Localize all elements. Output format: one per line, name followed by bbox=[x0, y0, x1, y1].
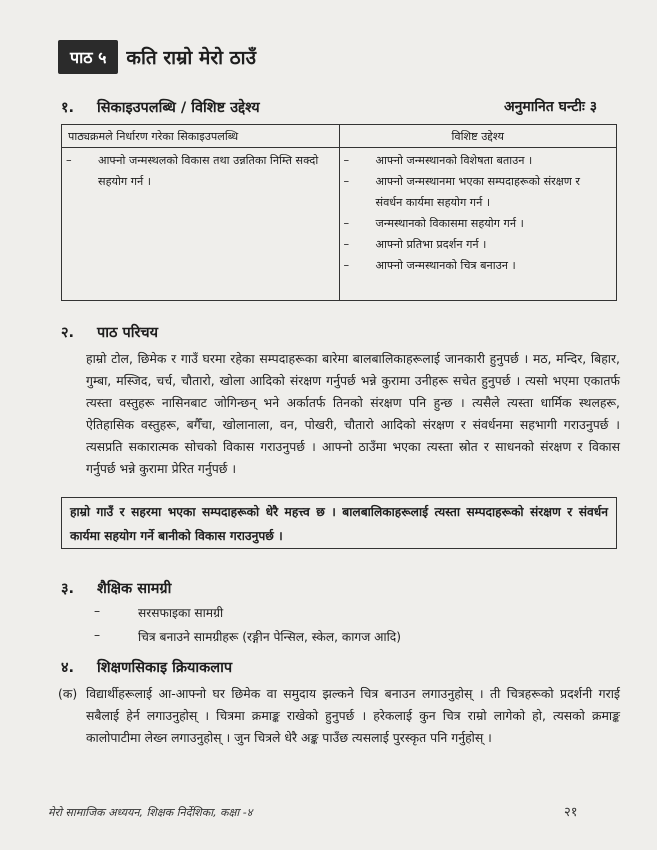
list-item bbox=[340, 213, 617, 234]
table-header-outcomes: पाठ्यक्रमले निर्धारण गरेका सिकाइउपलब्धि bbox=[62, 125, 340, 148]
section-title: शिक्षणसिकाइ क्रियाकलाप bbox=[97, 660, 233, 676]
dash-bullet: – bbox=[94, 628, 101, 642]
section-3-heading bbox=[61, 578, 171, 598]
dash-bullet: – bbox=[343, 154, 350, 167]
list-item bbox=[340, 255, 617, 276]
lesson-title bbox=[58, 40, 256, 74]
dash-bullet: – bbox=[343, 217, 350, 230]
objective-text: आफ्नो जन्मस्थानमा भएका सम्पदाहरूको संरक्षण र संवर्धन कार्यमा सहयोग गर्न । bbox=[375, 175, 581, 209]
list-item bbox=[94, 628, 401, 645]
activity-item bbox=[58, 683, 620, 749]
section-number: ४. bbox=[61, 660, 75, 676]
introduction-paragraph: हाम्रो टोल, छिमेक र गाउँ घरमा रहेका सम्पदाहरूका बारेमा बालबालिकाहरूलाई जानकारी हुनुपर्छ । मठ, मन्दिर, बिहार, गुम्बा, मस्जिद, चर्च, चौतारो, खोला आदिको संरक्षण गर्नुपर्छ भन्ने कुरामा उनीहरू सचेत हुनुपर्छ । त्यसो भएमा एकातर्फ त्यस्ता वस्तुहरू नासिनबाट जोगिन्छन् भने अर्कातर्फ तिनको संरक्षण पनि हुन्छ । त्यसैले त्यस्ता धार्मिक स्थलहरू, ऐतिहासिक वस्तुहरू, बगैँचा, खोलानाला, वन, पोखरी, चौतारो आदिको संरक्षण र संवर्धनमा सहभागी गराउनुपर्छ । त्यसप्रति सकारात्मक सोचको विकास गराउनुपर्छ । आफ्नो ठाउँमा भएका त्यस्ता स्रोत र साधनको संरक्षण र विकास गर्नुपर्छ भन्ने कुरामा प्रेरित गर्नुपर्छ । bbox=[86, 351, 620, 476]
list-item bbox=[340, 171, 617, 213]
dash-bullet: – bbox=[343, 259, 350, 272]
objective-text: आफ्नो जन्मस्थानको विशेषता बताउन । bbox=[375, 154, 533, 167]
section-number: २. bbox=[61, 325, 75, 341]
section-number: ३. bbox=[61, 581, 75, 597]
activity-label: (क) bbox=[58, 686, 78, 701]
objectives-cell bbox=[339, 148, 617, 301]
outcomes-cell bbox=[62, 148, 340, 301]
outcome-text: आफ्नो जन्मस्थलको विकास तथा उन्नतिका निम्ति सक्दो सहयोग गर्न । bbox=[98, 154, 319, 188]
list-item bbox=[94, 604, 223, 621]
section-2-heading bbox=[61, 322, 158, 342]
table-header-objectives: विशिष्ट उद्देश्य bbox=[339, 125, 617, 148]
activity-text: विद्यार्थीहरूलाई आ-आफ्नो घर छिमेक वा समुदाय झल्कने चित्र बनाउन लगाउनुहोस् । ती चित्रहरूको प्रदर्शनी गराई सबैलाई हेर्न लगाउनुहोस् । चित्रमा क्रमाङ्क राखेको हुनुपर्छ । हरेकलाई कुन चित्र राम्रो लागेको हो, त्यसको क्रमाङ्क कालोपाटीमा लेख्न लगाउनुहोस् । जुन चित्रले धेरै अङ्क पाउँछ त्यसलाई पुरस्कृत पनि गर्नुहोस् । bbox=[86, 686, 620, 745]
page-number: २१ bbox=[564, 805, 578, 820]
dash-bullet: – bbox=[66, 154, 72, 167]
section-1-heading bbox=[61, 97, 260, 117]
objectives-table bbox=[61, 124, 617, 301]
objective-text: आफ्नो प्रतिभा प्रदर्शन गर्न । bbox=[375, 238, 487, 251]
footer-book-title: मेरो सामाजिक अध्ययन, शिक्षक निर्देशिका, कक्षा -४ bbox=[48, 806, 253, 819]
list-item bbox=[62, 150, 339, 192]
estimated-periods: अनुमानित घन्टीः ३ bbox=[503, 99, 597, 115]
section-title: सिकाइउपलब्धि / विशिष्ट उद्देश्य bbox=[97, 100, 260, 116]
section-title: पाठ परिचय bbox=[97, 325, 159, 341]
objective-text: आफ्नो जन्मस्थानको चित्र बनाउन । bbox=[375, 259, 516, 272]
list-item bbox=[340, 150, 617, 171]
section-title: शैक्षिक सामग्री bbox=[97, 581, 172, 597]
material-text: सरसफाइका सामग्री bbox=[138, 606, 224, 620]
section-4-heading bbox=[61, 657, 232, 677]
key-message-box: हाम्रो गाउँ र सहरमा भएका सम्पदाहरूको धेरै महत्त्व छ । बालबालिकाहरूलाई त्यस्ता सम्पदाहरूको संरक्षण र संवर्धन कार्यमा सहयोग गर्ने बानीको विकास गराउनुपर्छ । bbox=[61, 497, 617, 549]
dash-bullet: – bbox=[343, 238, 350, 251]
section-number: १. bbox=[61, 100, 75, 116]
material-text: चित्र बनाउने सामग्रीहरू (रङ्गीन पेन्सिल, स्केल, कागज आदि) bbox=[138, 630, 401, 644]
lesson-badge: पाठ ५ bbox=[58, 40, 118, 74]
list-item bbox=[340, 234, 617, 255]
lesson-name: कति राम्रो मेरो ठाउँ bbox=[126, 47, 257, 69]
objective-text: जन्मस्थानको विकासमा सहयोग गर्न । bbox=[375, 217, 524, 230]
dash-bullet: – bbox=[343, 175, 350, 188]
dash-bullet: – bbox=[94, 604, 101, 618]
